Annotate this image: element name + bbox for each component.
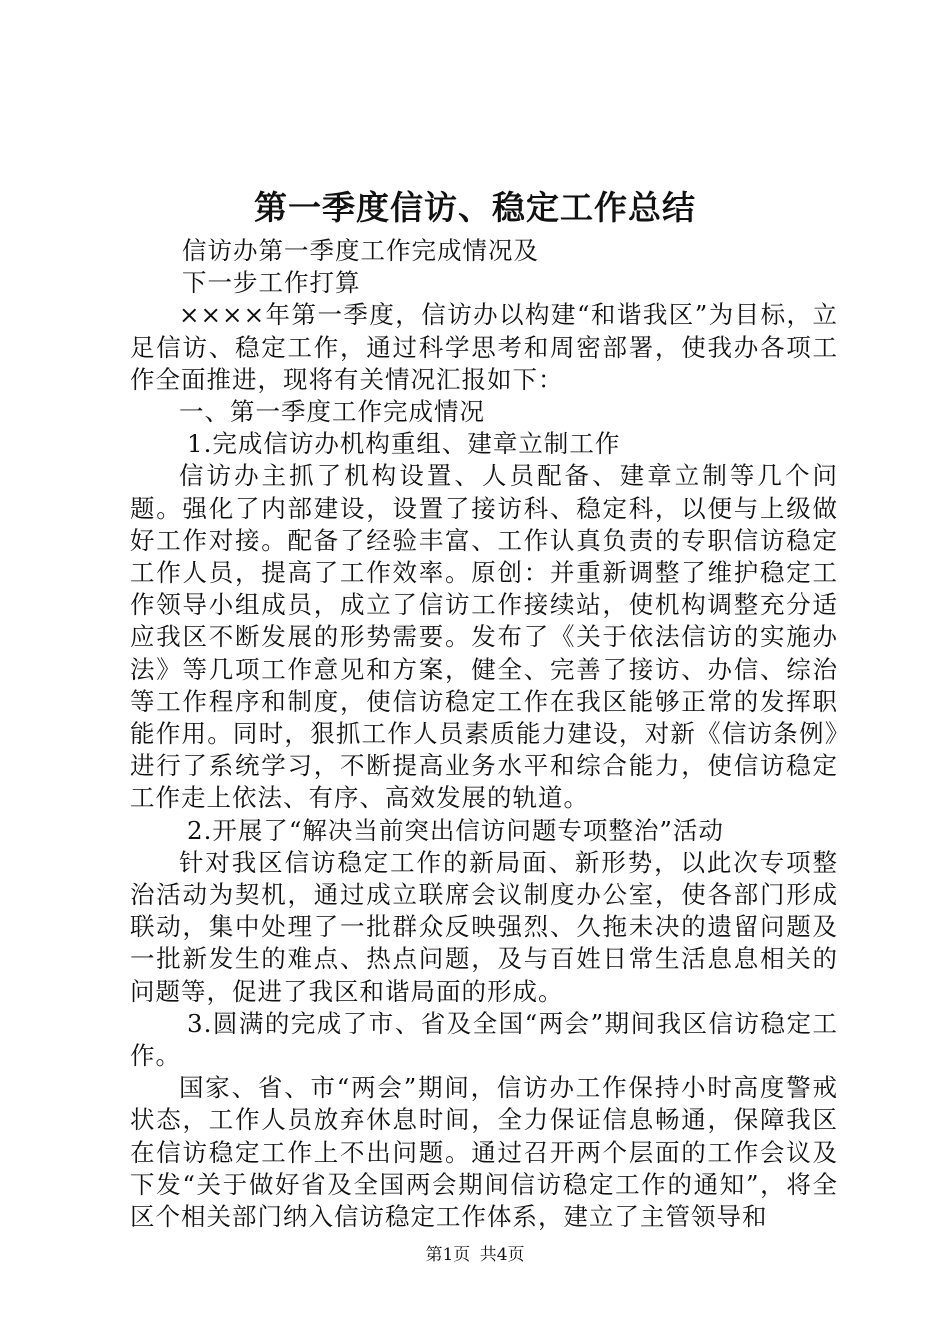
document-body (130, 235, 838, 1233)
paragraph: 国家、省、市“两会”期间，信访办工作保持小时高度警戒状态，工作人员放弃休息时间，全力保证信息畅通，保障我区在信访稳定工作上不出问题。通过召开两个层面的工作会议及下发“关于做好省及全国两会期间信访稳定工作的通知”，将全区个相关部门纳入信访稳定工作体系，建立了主管领导和 (130, 1073, 838, 1232)
page-number: 第1页 (425, 1245, 471, 1265)
paragraph: 针对我区信访稳定工作的新局面、新形势，以此次专项整治活动为契机，通过成立联席会议制度办公室，使各部门形成联动，集中处理了一批群众反映强烈、久拖未决的遗留问题及一批新发生的难点、热点问题，及与百姓日常生活息息相关的问题等，促进了我区和谐局面的形成。 (130, 847, 838, 1006)
paragraph: 信访办主抓了机构设置、人员配备、建章立制等几个问题。强化了内部建设，设置了接访科、稳定科，以便与上级做好工作对接。配备了经验丰富、工作认真负责的专职信访稳定工作人员，提高了工作效率。原创：并重新调整了维护稳定工作领导小组成员，成立了信访工作接续站，使机构调整充分适应我区不断发展的形势需要。发布了《关于依法信访的实施办法》等几项工作意见和方案，健全、完善了接访、办信、综治等工作程序和制度，使信访稳定工作在我区能够正常的发挥职能作用。同时，狠抓工作人员素质能力建设，对新《信访条例》进行了系统学习，不断提高业务水平和综合能力，使信访稳定工作走上依法、有序、高效发展的轨道。 (130, 461, 838, 813)
document-title: 第一季度信访、稳定工作总结 (254, 188, 696, 227)
page-total: 共4页 (479, 1245, 525, 1265)
paragraph: ××××年第一季度，信访办以构建“和谐我区”为目标，立足信访、稳定工作，通过科学思考和周密部署，使我办各项工作全面推进，现将有关情况汇报如下： (130, 300, 838, 394)
subsection-heading: 3.圆满的完成了市、省及全国“两会”期间我区信访稳定工作。 (130, 1008, 838, 1071)
paragraph: 下一步工作打算 (182, 268, 361, 298)
subsection-heading: 1.完成信访办机构重组、建章立制工作 (187, 429, 621, 459)
section-heading: 一、第一季度工作完成情况 (179, 397, 485, 427)
page-footer (0, 1243, 950, 1267)
subsection-heading: 2.开展了“解决当前突出信访问题专项整治”活动 (187, 815, 724, 845)
paragraph: 信访办第一季度工作完成情况及 (182, 236, 539, 265)
